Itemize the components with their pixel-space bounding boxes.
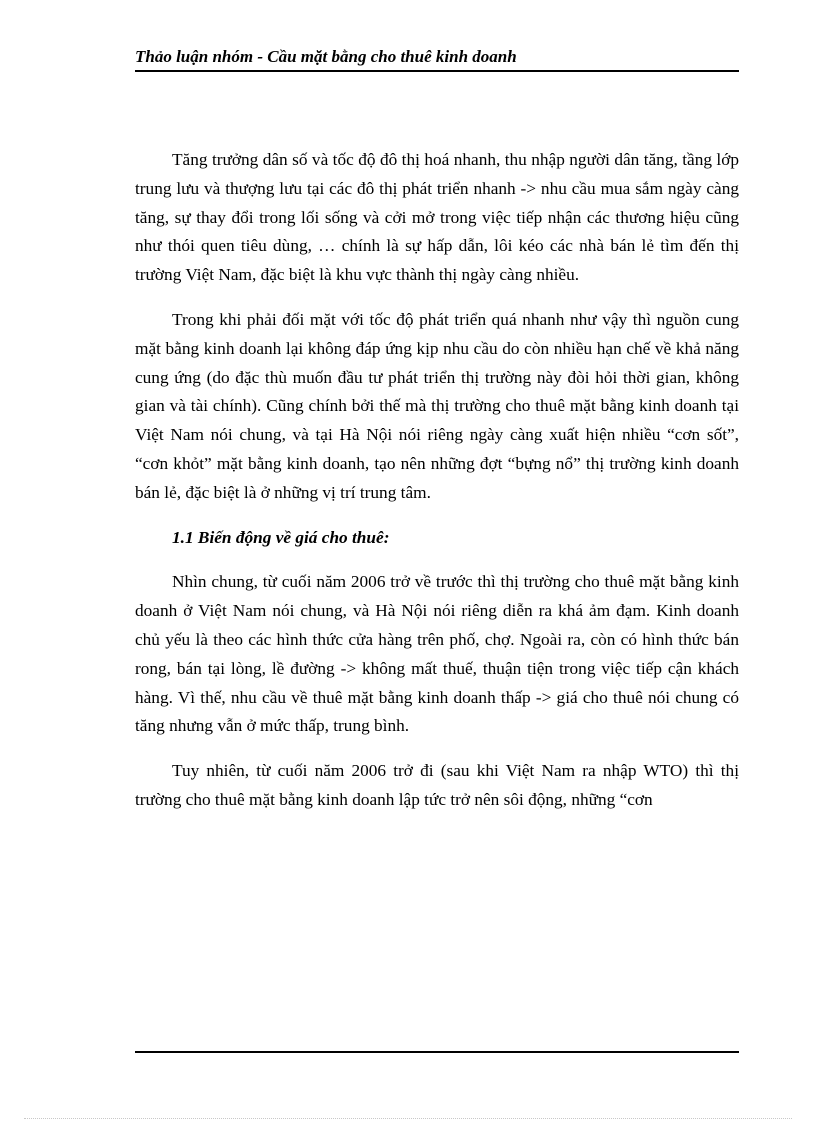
paragraph-gap <box>135 741 739 757</box>
section-heading: 1.1 Biến động về giá cho thuê: <box>172 527 390 547</box>
paragraph-gap <box>135 290 739 306</box>
header-title: Thảo luận nhóm - Cầu mặt bằng cho thuê kinh doanh <box>135 47 517 66</box>
paragraph-4: Tuy nhiên, từ cuối năm 2006 trở đi (sau khi Việt Nam ra nhập WTO) thì thị trường cho thuê mặt bằng kinh doanh lập tức trở nên sôi động, những “cơn <box>135 761 739 809</box>
paragraph-gap <box>135 552 739 568</box>
paragraph-2: Trong khi phải đối mặt với tốc độ phát triển quá nhanh như vậy thì nguồn cung mặt bằng kinh doanh lại không đáp ứng kịp nhu cầu do còn nhiều hạn chế về khả năng cung ứng (do đặc thù muốn đầu tư phát triển thị trường này đòi hỏi thời gian, không gian và tài chính). Cũng chính bởi thế mà thị trường cho thuê mặt bằng kinh doanh tại Việt Nam nói chung, và tại Hà Nội nói riêng ngày càng xuất hiện nhiều “cơn sốt”, “cơn khỏt” mặt bằng kinh doanh, tạo nên những đợt “bựng nổ” thị trường kinh doanh bán lẻ, đặc biệt là ở những vị trí trung tâm. <box>135 309 739 502</box>
paragraph-gap <box>135 508 739 524</box>
paragraph-1: Tăng trưởng dân số và tốc độ đô thị hoá nhanh, thu nhập người dân tăng, tầng lớp trung lưu và thượng lưu tại các đô thị phát triển nhanh -> nhu cầu mua sắm ngày càng tăng, sự thay đổi trong lối sống và cởi mở trong việc tiếp nhận các thương hiệu cũng như thói quen tiêu dùng, … chính là sự hấp dẫn, lôi kéo các nhà bán lẻ tìm đến thị trường Việt Nam, đặc biệt là khu vực thành thị ngày càng nhiều. <box>135 150 739 285</box>
paragraph-3: Nhìn chung, từ cuối năm 2006 trở về trước thì thị trường cho thuê mặt bằng kinh doanh ở Việt Nam nói chung, và Hà Nội nói riêng diễn ra khá ảm đạm. Kinh doanh chủ yếu là theo các hình thức cửa hàng trên phố, chợ. Ngoài ra, còn có hình thức bán rong, bán tại lòng, lề đường -> không mất thuế, thuận tiện trong việc tiếp cận khách hàng. Vì thế, nhu cầu về thuê mặt bằng kinh doanh thấp -> giá cho thuê nói chung có tăng nhưng vẫn ở mức thấp, trung bình. <box>135 572 739 736</box>
page-edge-divider <box>24 1118 792 1119</box>
document-body <box>135 146 739 815</box>
footer-rule <box>135 1051 739 1053</box>
page-header <box>135 46 739 72</box>
